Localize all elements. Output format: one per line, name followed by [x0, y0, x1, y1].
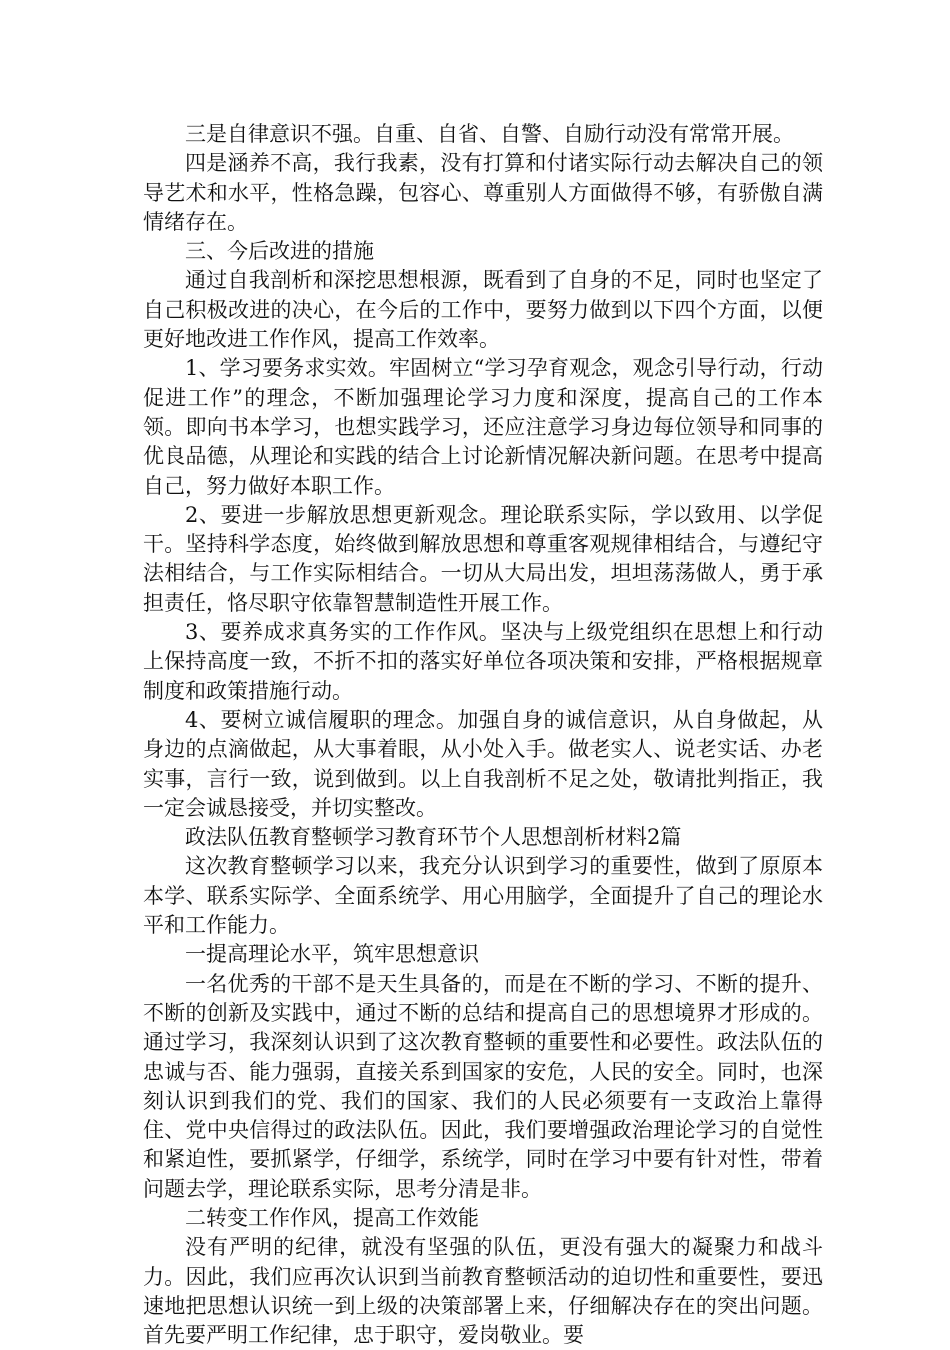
- paragraph-item-4-integrity: 4、要树立诚信履职的理念。加强自身的诚信意识，从自身做起，从身边的点滴做起，从大事着眼，从小处入手。做老实人、说老实话、办老实事，言行一致，说到做到。以上自我剖析不足之处，敬请批判指正，我一定会诚恳接受，并切实整改。: [143, 707, 823, 820]
- paragraph-intro-study: 这次教育整顿学习以来，我充分认识到学习的重要性，做到了原原本本学、联系实际学、全面系统学、用心用脑学，全面提升了自己的理论水平和工作能力。: [143, 854, 823, 938]
- article-title-part-2: 政法队伍教育整顿学习教育环节个人思想剖析材料2篇: [185, 825, 682, 850]
- section-heading-work-style: 二转变工作作风，提高工作效能: [185, 1205, 479, 1230]
- paragraph-item-3-work-style: 3、要养成求真务实的工作作风。坚决与上级党组织在思想上和行动上保持高度一致，不折不扣的落实好单位各项决策和安排，严格根据规章制度和政策措施行动。: [143, 620, 823, 703]
- paragraph-item-1-study: 1、学习要务求实效。牢固树立“学习孕育观念，观念引导行动，行动促进工作”的理念，不断加强理论学习力度和深度，提高自己的工作本领。即向书本学习，也想实践学习，还应注意学习身边每位领导和同事的优良品德，从理论和实践的结合上讨论新情况解决新问题。在思考中提高自己，努力做好本职工作。: [143, 356, 823, 498]
- paragraph-self-analysis: 通过自我剖析和深挖思想根源，既看到了自身的不足，同时也坚定了自己积极改进的决心，在今后的工作中，要努力做到以下四个方面，以便更好地改进工作作风，提高工作效率。: [143, 268, 823, 352]
- paragraph-item-2-emancipate-mind: 2、要进一步解放思想更新观念。理论联系实际，学以致用、以学促干。坚持科学态度，始终做到解放思想和尊重客观规律相结合，与遵纪守法相结合，与工作实际相结合。一切从大局出发，坦坦荡荡做人，勇于承担责任，恪尽职守依靠智慧制造性开展工作。: [143, 502, 823, 615]
- document-page: [143, 120, 823, 1350]
- paragraph-cultivation: 四是涵养不高，我行我素，没有打算和付诸实际行动去解决自己的领导艺术和水平，性格急躁，包容心、尊重别人方面做得不够，有骄傲自满情绪存在。: [143, 151, 823, 234]
- section-heading-improvement-measures: 三、今后改进的措施: [185, 239, 374, 264]
- paragraph-self-discipline: 三是自律意识不强。自重、自省、自警、自励行动没有常常开展。: [185, 122, 794, 146]
- paragraph-discipline: 没有严明的纪律，就没有坚强的队伍，更没有强大的凝聚力和战斗力。因此，我们应再次认识到当前教育整顿活动的迫切性和重要性，要迅速地把思想认识统一到上级的决策部署上来，仔细解决存在的突出问题。首先要严明工作纪律，忠于职守，爱岗敬业。要: [143, 1235, 823, 1348]
- paragraph-excellent-cadre: 一名优秀的干部不是天生具备的，而是在不断的学习、不断的提升、不断的创新及实践中，通过不断的总结和提高自己的思想境界才形成的。通过学习，我深刻认识到了这次教育整顿的重要性和必要性。政法队伍的忠诚与否、能力强弱，直接关系到国家的安危，人民的安全。同时，也深刻认识到我们的党、我们的国家、我们的人民必须要有一支政治上靠得住、党中央信得过的政法队伍。因此，我们要增强政治理论学习的自觉性和紧迫性，要抓紧学，仔细学，系统学，同时在学习中要有针对性，带着问题去学，理论联系实际，思考分清是非。: [143, 971, 823, 1201]
- section-heading-theory-level: 一提高理论水平，筑牢思想意识: [185, 942, 479, 967]
